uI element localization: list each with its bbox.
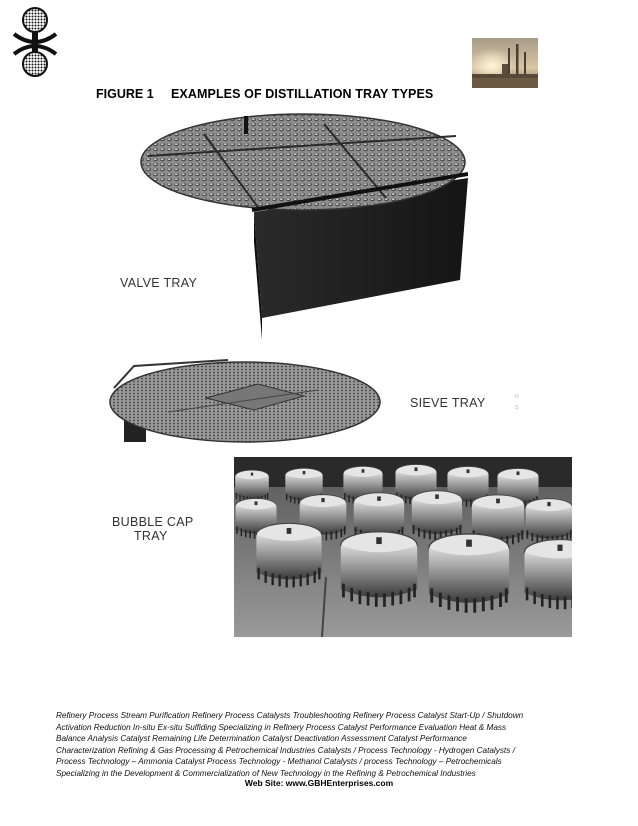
sieve-tray-label: SIEVE TRAY <box>410 396 486 410</box>
footer-line: Activation Reduction In-situ Ex-situ Sulfiding Specializing in Refinery Process Catalyst Performance Evaluation Heat & Mass <box>56 722 507 732</box>
company-logo <box>10 6 60 78</box>
footer-line: Specializing in the Development & Commercialization of New Technology in the Refining & Petrochemical Industries <box>56 768 476 778</box>
footer-line: Characterization Refining & Gas Processing & Petrochemical Industries Catalysts / Process Technology - Hydrogen Catalysts / <box>56 745 515 755</box>
valve-tray-image <box>138 112 468 340</box>
sieve-tray-image <box>108 356 384 446</box>
faint-mark: s <box>515 404 519 411</box>
footer-description <box>56 710 546 779</box>
figure-title: EXAMPLES OF DISTILLATION TRAY TYPES <box>171 87 434 101</box>
figure-label: FIGURE 1 <box>96 87 154 101</box>
footer-line: Refinery Process Stream Purification Refinery Process Catalysts Troubleshooting Refinery Process Catalyst Start-Up / Shutdown <box>56 711 524 720</box>
footer-line: Balance Analysis Catalyst Remaining Life Determination Catalyst Deactivation Assessment Catalyst Performance <box>56 734 467 743</box>
footer-line: Process Technology – Ammonia Catalyst Process Technology - Methanol Catalysts / process Technology – Petrochemicals <box>56 757 502 766</box>
bubble-cap-label-line2: TRAY <box>134 529 168 543</box>
faint-mark: n <box>515 393 519 400</box>
bubble-cap-tray-image <box>234 457 572 637</box>
valve-tray-label: VALVE TRAY <box>120 276 198 290</box>
bubble-cap-label-line1: BUBBLE CAP <box>112 515 194 529</box>
refinery-photo <box>472 38 538 88</box>
website-link[interactable]: Web Site: www.GBHEnterprises.com <box>244 778 394 788</box>
